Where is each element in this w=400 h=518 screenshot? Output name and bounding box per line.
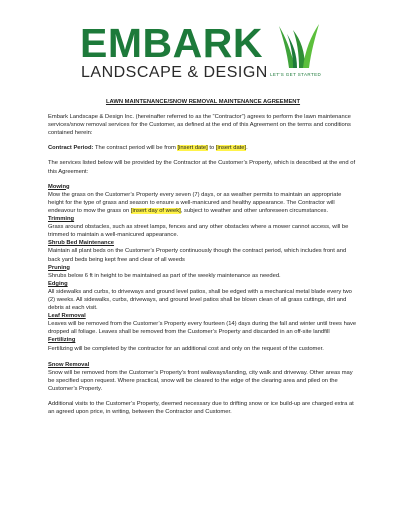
end-date-placeholder: [insert date] bbox=[215, 145, 247, 152]
section-text-snow-removal: Snow will be removed from the Customer’s Property’s front walkways/landing, city walk and driveway. Other areas may be specified upon request. Where practical, snow will be cleared to the edge of the clearing area and piled on the Customer’s Property. bbox=[48, 369, 353, 392]
logo-title: EMBARK bbox=[80, 20, 263, 66]
mowing-text-before: Mow the grass on the Customer’s Property every seven (7) days, or as weather permits to maintain an appropriate height for the type of grass and season to ensure a well-manicured and healthy appearance. The Contractor will endeavour to mow the grass on bbox=[48, 191, 342, 214]
section-heading-fertilizing: Fertilizing bbox=[48, 337, 76, 344]
section-heading-shrub-bed: Shrub Bed Maintenance bbox=[48, 240, 115, 247]
contract-period-text-before: The contract period will be from bbox=[94, 145, 176, 152]
document-title: LAWN MAINTENANCE/SNOW REMOVAL MAINTENANCE AGREEMENT bbox=[105, 99, 301, 105]
spacer bbox=[48, 353, 358, 361]
section-heading-mowing: Mowing bbox=[48, 183, 70, 190]
intro-paragraph: Embark Landscape & Design Inc. (hereinafter referred to as the “Contractor”) agrees to perform the lawn maintenance services/snow removal services for the Customer, as defined at the end of this Agreement on the terms and conditions contained herein: bbox=[48, 114, 351, 137]
logo-subtitle: LANDSCAPE & DESIGN bbox=[81, 64, 268, 81]
start-date-placeholder: [insert date] bbox=[177, 145, 208, 152]
section-text-fertilizing: Fertilizing will be completed by the contractor for an additional cost and only on the request of the customer. bbox=[48, 345, 324, 352]
grass-blades-icon bbox=[273, 24, 321, 70]
contract-period-label: Contract Period: bbox=[48, 145, 94, 152]
day-of-week-placeholder: [insert day of week] bbox=[130, 207, 181, 214]
mowing-text-after: , subject to weather and other unforeseen circumstances. bbox=[180, 207, 329, 214]
logo-tagline: LET'S GET STARTED bbox=[270, 72, 322, 77]
section-text-shrub-bed: Maintain all plant beds on the Customer’s Property continuously though the contract period, which includes front and back yard beds being kept free and clear of all weeds bbox=[48, 248, 347, 263]
additional-visits-paragraph: Additional visits to the Customer’s Property, deemed necessary due to drifting snow or ice build-up are charged extra at an agreed upon price, in writing, between the Contractor and Customer. bbox=[48, 401, 354, 416]
contract-period-text-after: . bbox=[246, 145, 248, 152]
agreement-body bbox=[48, 98, 358, 416]
contract-period bbox=[48, 144, 358, 152]
section-heading-edging: Edging bbox=[48, 280, 68, 287]
section-heading-snow-removal: Snow Removal bbox=[48, 361, 90, 368]
contract-period-text-middle: to bbox=[209, 145, 215, 152]
services-intro: The services listed below will be provided by the Contractor at the Customer’s Property, which is described at the end of this Agreement: bbox=[48, 160, 356, 175]
section-heading-trimming: Trimming bbox=[48, 216, 75, 223]
section-heading-pruning: Pruning bbox=[48, 264, 70, 271]
section-text-leaf-removal: Leaves will be removed from the Customer’s Property every fourteen (14) days during the fall and winter until trees have dropped all foliage. Leaves shall be removed from the Customer’s Property and discarded in an off-site landfill bbox=[48, 321, 357, 336]
section-text-trimming: Grass around obstacles, such as street lamps, fences and any other obstacles where a mower cannot access, will be trimmed to maintain a well-manicured appearance. bbox=[48, 224, 349, 239]
section-text-pruning: Shrubs below 6 ft in height to be maintained as part of the weekly maintenance as needed. bbox=[48, 272, 281, 279]
section-heading-leaf-removal: Leaf Removal bbox=[48, 313, 86, 320]
section-text-edging: All sidewalks and curbs, to driveways and ground level patios, shall be edged with a mechanical metal blade every two (2) weeks. All sidewalks, curbs, driveways, and ground level patios shall be blown clean of all grass cuttings, dirt and debris at each visit. bbox=[48, 288, 352, 312]
section-text-mowing bbox=[48, 191, 358, 215]
